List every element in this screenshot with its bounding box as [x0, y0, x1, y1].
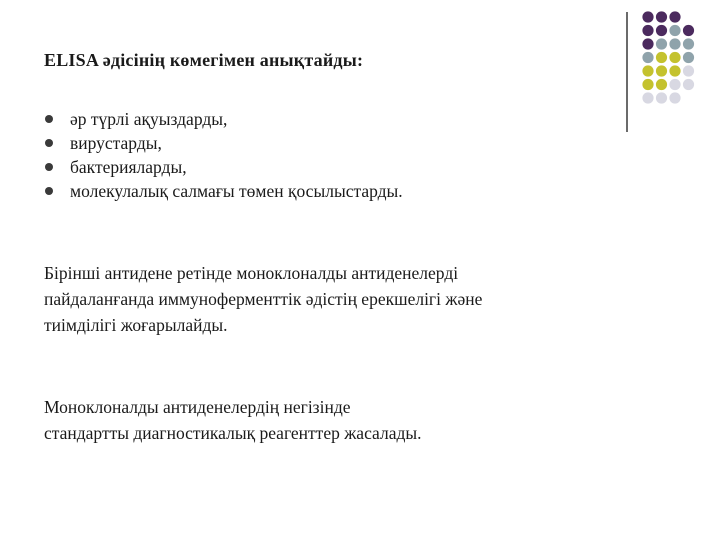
decor-dot-olive [669, 65, 680, 76]
decor-dot-olive [669, 52, 680, 63]
decor-dot-purple [683, 25, 694, 36]
paragraph-line: пайдаланғанда иммуноферменттік әдістің ерекшелігі және [44, 289, 483, 309]
decor-dot-purple [642, 25, 653, 36]
bullet-text: әр түрлі ақуыздарды, [70, 109, 228, 129]
bullet-list [44, 107, 403, 203]
decor-dot-purple [656, 11, 667, 22]
decor-dot-light [656, 92, 667, 103]
decor-dot-teal [683, 52, 694, 63]
decor-dot-teal [669, 25, 680, 36]
decor-dot-olive [656, 52, 667, 63]
paragraph-line: Моноклоналды антиденелердің негізінде [44, 397, 351, 417]
bullet-dot-icon [45, 187, 53, 195]
decor-dot-teal [642, 52, 653, 63]
decor-dot-olive [656, 79, 667, 90]
bullet-item [44, 131, 403, 155]
bullet-item [44, 155, 403, 179]
decor-vertical-line [626, 12, 628, 132]
bullet-dot-icon [45, 139, 53, 147]
paragraph-line: Бірінші антидене ретінде моноклоналды антиденелерді [44, 263, 459, 283]
bullet-dot-icon [45, 163, 53, 171]
slide-title: ELISA әдісінің көмегімен анықтайды: [44, 50, 364, 70]
decor-dot-teal [669, 38, 680, 49]
bullet-text: бактерияларды, [70, 157, 187, 177]
paragraph-monoclonal-specificity [44, 260, 482, 338]
decor-dot-purple [669, 11, 680, 22]
paragraph-line: стандартты диагностикалық реагенттер жасалады. [44, 423, 422, 443]
decor-dot-purple [656, 25, 667, 36]
decor-dot-teal [656, 38, 667, 49]
decor-dot-light [669, 79, 680, 90]
decor-dot-light [683, 79, 694, 90]
decor-dot-olive [642, 65, 653, 76]
decor-dot-light [669, 92, 680, 103]
decor-dot-olive [642, 79, 653, 90]
bullet-text: молекулалық салмағы төмен қосылыстарды. [70, 181, 403, 201]
decor-dot-purple [642, 11, 653, 22]
bullet-text: вирустарды, [70, 133, 162, 153]
decor-dot-light [683, 65, 694, 76]
paragraph-line: тиімділігі жоғарылайды. [44, 315, 228, 335]
decor-dot-purple [642, 38, 653, 49]
bullet-dot-icon [45, 115, 53, 123]
paragraph-diagnostic-reagents [44, 394, 422, 446]
decor-dot-teal [683, 38, 694, 49]
decor-dot-olive [656, 65, 667, 76]
bullet-item [44, 179, 403, 203]
bullet-item [44, 107, 403, 131]
decor-dot-light [642, 92, 653, 103]
